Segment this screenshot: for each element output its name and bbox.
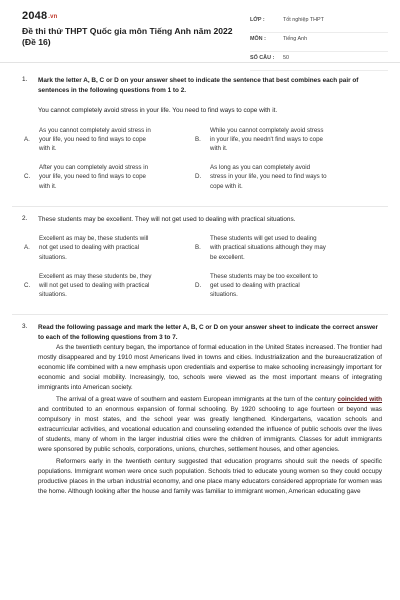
option-line: These students will get used to dealing: [210, 235, 317, 243]
option-b[interactable]: [195, 234, 366, 262]
option-line: your life, you need to find ways to cope: [39, 135, 146, 143]
option-line: not get used to dealing with practical: [39, 244, 140, 252]
passage-text: and contributed to an enormous expansion of formal schooling. By 1920 schooling to age fourteen or beyond was compulsory in most states, and the school year was greatly lengthened. Kindergartens, vacation schools and extracurricular activities, and vocational education and counseling extended the influence of public schools over the lives of students, many of whom in the larger industrial cities were the children of immigrants. Classes for adult immigrants were sponsored by public schools, corporations, unions, churches, settlement houses, and other agencies.: [38, 406, 382, 454]
passage-paragraph: Reformers early in the twentieth century suggested that education programs should suit the needs of specific populations. Immigrant women were once such population. Schools tried to educate young women so they could occupy productive places in the urban industrial economy, and one place many educators considered appropriate for women was the home. Although looking after the house and family was familiar to immigrant women, American educating gave: [38, 458, 382, 496]
option-line: As you cannot completely avoid stress in: [39, 126, 151, 134]
question-prompt: Mark the letter A, B, C or D on your answer sheet to indicate the sentence that best combines each pair of sentences in the following questions from 1 to 2.: [38, 77, 359, 94]
option-line: While you cannot completely avoid stress: [210, 126, 324, 134]
option-line: situations.: [39, 253, 67, 261]
option-letter: C.: [24, 173, 31, 181]
option-line: situations.: [39, 291, 67, 299]
logo-suffix: .vn: [48, 14, 58, 20]
option-line: your life, you need to find ways to cope: [39, 173, 146, 181]
option-c[interactable]: [24, 272, 195, 300]
option-d[interactable]: [195, 272, 366, 300]
option-d[interactable]: [195, 163, 366, 191]
option-line: As long as you can completely avoid: [210, 164, 311, 172]
meta-value: Tiếng Anh: [283, 36, 308, 42]
exam-content: [0, 76, 400, 497]
option-line: will not get used to dealing with practical: [39, 282, 150, 290]
option-line: stress in your life, you need to find ways to: [210, 173, 327, 181]
passage-paragraph: As the twentieth century began, the importance of formal education in the United States increased. The frontier had mostly disappeared and by 1910 most Americans lived in towns and cities. Industrialization and the bureaucratization of economic life combined with a new emphasis upon credentials and expertise to make schooling increasingly important for economic and social mobility. Increasingly, too, schools were viewed as the most important means of integrating immigrants into American society.: [38, 344, 382, 392]
meta-label: LỚP :: [250, 17, 265, 23]
answer-options: [24, 126, 382, 201]
option-line: in your life, you needn't find ways to cope: [210, 135, 323, 143]
option-line: After you can completely avoid stress in: [39, 164, 149, 172]
passage-paragraph: [38, 395, 382, 455]
option-b[interactable]: [195, 126, 366, 154]
answer-options: [24, 234, 382, 309]
option-letter: A.: [24, 244, 30, 252]
meta-value: 50: [283, 55, 289, 61]
option-line: Excellent as may these students be, they: [39, 272, 152, 280]
question-3: [0, 323, 400, 497]
site-logo[interactable]: [22, 10, 58, 22]
meta-row-class: [250, 14, 388, 33]
option-line: with it.: [210, 144, 228, 152]
exam-meta: [250, 14, 388, 71]
option-letter: B.: [195, 244, 201, 252]
option-letter: D.: [195, 282, 202, 290]
option-line: These students may be too excellent to: [210, 272, 318, 280]
meta-label: MÔN :: [250, 36, 266, 42]
meta-label: SỐ CÂU :: [250, 55, 275, 61]
question-2: [0, 215, 400, 310]
logo-text: 2048: [22, 10, 48, 22]
option-line: with it.: [39, 144, 57, 152]
option-line: Excellent as may be, these students will: [39, 235, 149, 243]
divider: [12, 314, 388, 315]
meta-row-subject: [250, 33, 388, 52]
option-line: with it.: [39, 182, 57, 190]
page-title: Đề thi thử THPT Quốc gia môn Tiếng Anh năm 2022 (Đề 16): [22, 26, 233, 47]
option-line: cope with it.: [210, 182, 243, 190]
meta-row-count: [250, 52, 388, 71]
option-line: be excellent.: [210, 253, 245, 261]
question-stem: These students may be excellent. They will not get used to dealing with practical situations.: [38, 215, 296, 223]
passage-text: The arrival of a great wave of southern and eastern European immigrants at the turn of the century: [56, 396, 338, 404]
option-a[interactable]: [24, 234, 195, 262]
option-letter: A.: [24, 135, 30, 143]
question-number: 2.: [22, 214, 28, 222]
page-header: [0, 0, 400, 63]
option-a[interactable]: [24, 126, 195, 154]
divider: [12, 206, 388, 207]
underlined-phrase: coincided with: [337, 396, 382, 404]
option-line: with practical situations although they may: [210, 244, 326, 252]
option-letter: C.: [24, 282, 31, 290]
option-letter: B.: [195, 135, 201, 143]
question-1: [0, 76, 400, 201]
option-line: get used to dealing with practical: [210, 282, 300, 290]
question-stem: You cannot completely avoid stress in your life. You need to find ways to cope with it.: [38, 107, 278, 114]
question-number: 1.: [22, 76, 28, 83]
option-line: situations.: [210, 291, 238, 299]
option-letter: D.: [195, 173, 202, 181]
reading-passage: [38, 343, 382, 497]
option-c[interactable]: [24, 163, 195, 191]
meta-value: Tốt nghiệp THPT: [283, 17, 324, 23]
question-number: 3.: [22, 323, 28, 331]
question-prompt: Read the following passage and mark the letter A, B, C or D on your answer sheet to indicate the correct answer to each of the following questions from 3 to 7.: [38, 324, 378, 341]
